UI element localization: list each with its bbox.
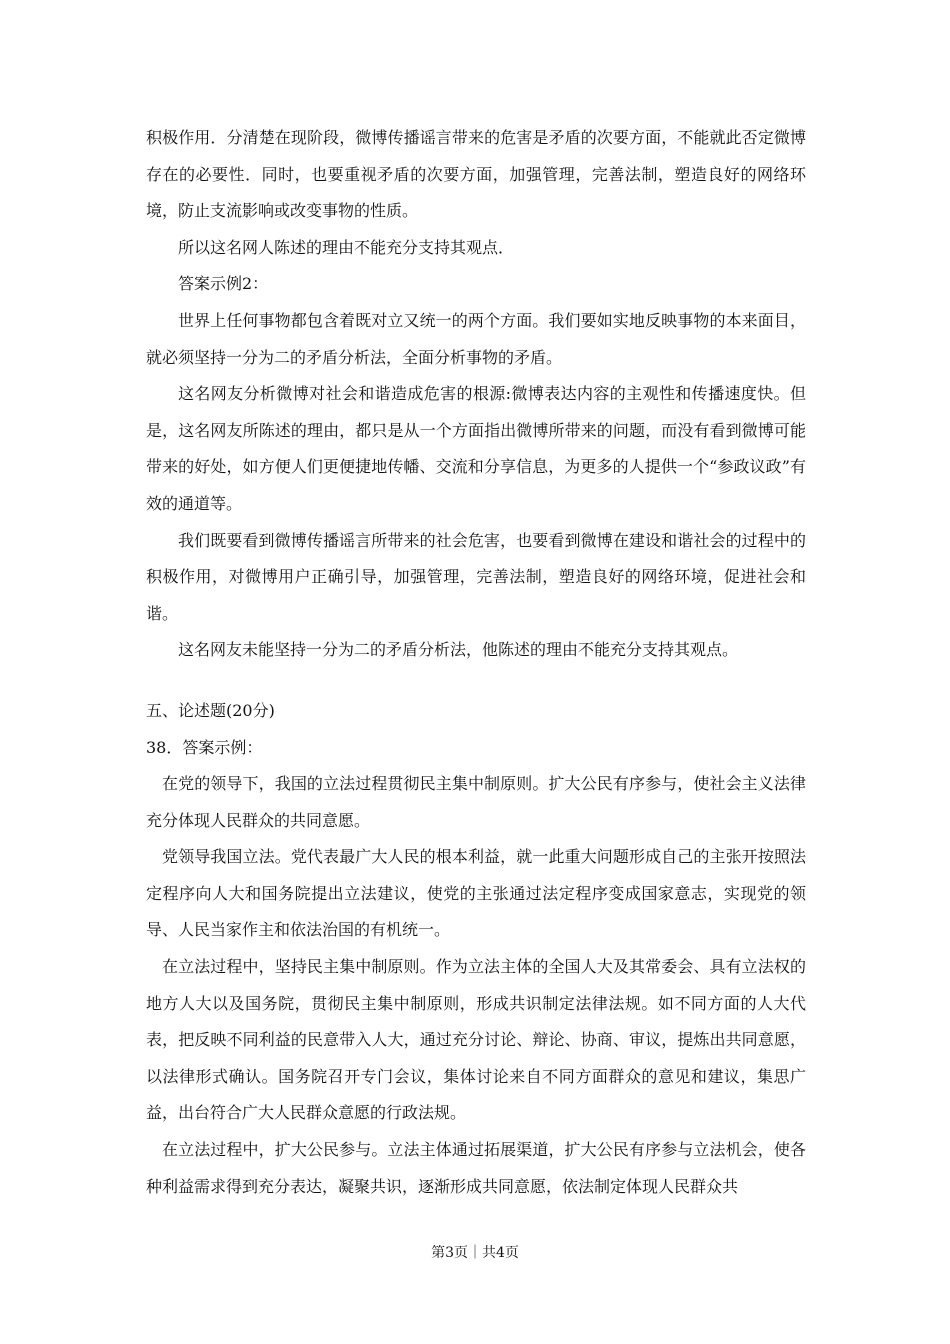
paragraph-p2-0: 在党的领导下，我国的立法过程贯彻民主集中制原则。扩大公民有序参与，使社会主义法律充分体现人民群众的共同意愿。	[146, 774, 806, 830]
paragraph-p1-5: 我们既要看到微博传播谣言所带来的社会危害，也要看到微博在建设和谐社会的过程中的积极作用，对微博用户正确引导，加强管理，完善法制，塑造良好的网络环境，促进社会和谐。	[146, 530, 806, 623]
paragraph-p1-1: 所以这名网人陈述的理由不能充分支持其观点．	[178, 237, 515, 257]
paragraph-p2-2: 在立法过程中，坚持民主集中制原则。作为立法主体的全国人大及其常委会、具有立法权的地方人大以及国务院，贯彻民主集中制原则，形成共识制定法律法规。如不同方面的人大代表，把反映不同利益的民意带入人大，通过充分讨论、辩论、协商、审议，提炼出共同意愿，以法律形式确认。国务院召开专门会议，集体讨论来自不同方面群众的意见和建议，集思广益，出台符合广大人民群众意愿的行政法规。	[146, 957, 806, 1123]
paragraph-p2-3: 在立法过程中，扩大公民参与。立法主体通过拓展渠道，扩大公民有序参与立法机会，使各种利益需求得到充分表达，凝聚共识，逐渐形成共同意愿，依法制定体现人民群众共	[146, 1140, 806, 1196]
page-footer: 第3页｜共4页	[431, 1245, 519, 1261]
section-heading: 五、论述题(20分)	[146, 700, 275, 720]
paragraph-p1-3: 世界上任何事物都包含着既对立又统一的两个方面。我们要如实地反映事物的本来面目，就必须坚持一分为二的矛盾分析法，全面分析事物的矛盾。	[146, 310, 806, 367]
question-label: 38．答案示例：	[146, 737, 263, 757]
paragraph-p1-0: 积极作用．分清楚在现阶段，微博传播谣言带来的危害是矛盾的次要方面，不能就此否定微博存在的必要性．同时，也要重视矛盾的次要方面，加强管理，完善法制，塑造良好的网络环境，防止支流影响或改变事物的性质。	[146, 128, 806, 221]
paragraph-p1-6: 这名网友未能坚持一分为二的矛盾分析法，他陈述的理由不能充分支持其观点。	[178, 640, 739, 660]
paragraph-p1-2: 答案示例2：	[178, 274, 269, 294]
page-content	[146, 120, 806, 1205]
paragraph-p2-1: 党领导我国立法。党代表最广大人民的根本利益，就一此重大问题形成自己的主张开按照法定程序向人大和国务院提出立法建议，使党的主张通过法定程序变成国家意志，实现党的领导、人民当家作主和依法治国的有机统一。	[146, 847, 806, 940]
paragraph-p1-4: 这名网友分析微博对社会和谐造成危害的根源:微博表达内容的主观性和传播速度快。但是，这名网友所陈述的理由，都只是从一个方面指出微博所带来的问题，而没有看到微博可能带来的好处，如方便人们更便捷地传幡、交流和分享信息，为更多的人提供一个“参政议政”有效的通道等。	[146, 384, 806, 513]
